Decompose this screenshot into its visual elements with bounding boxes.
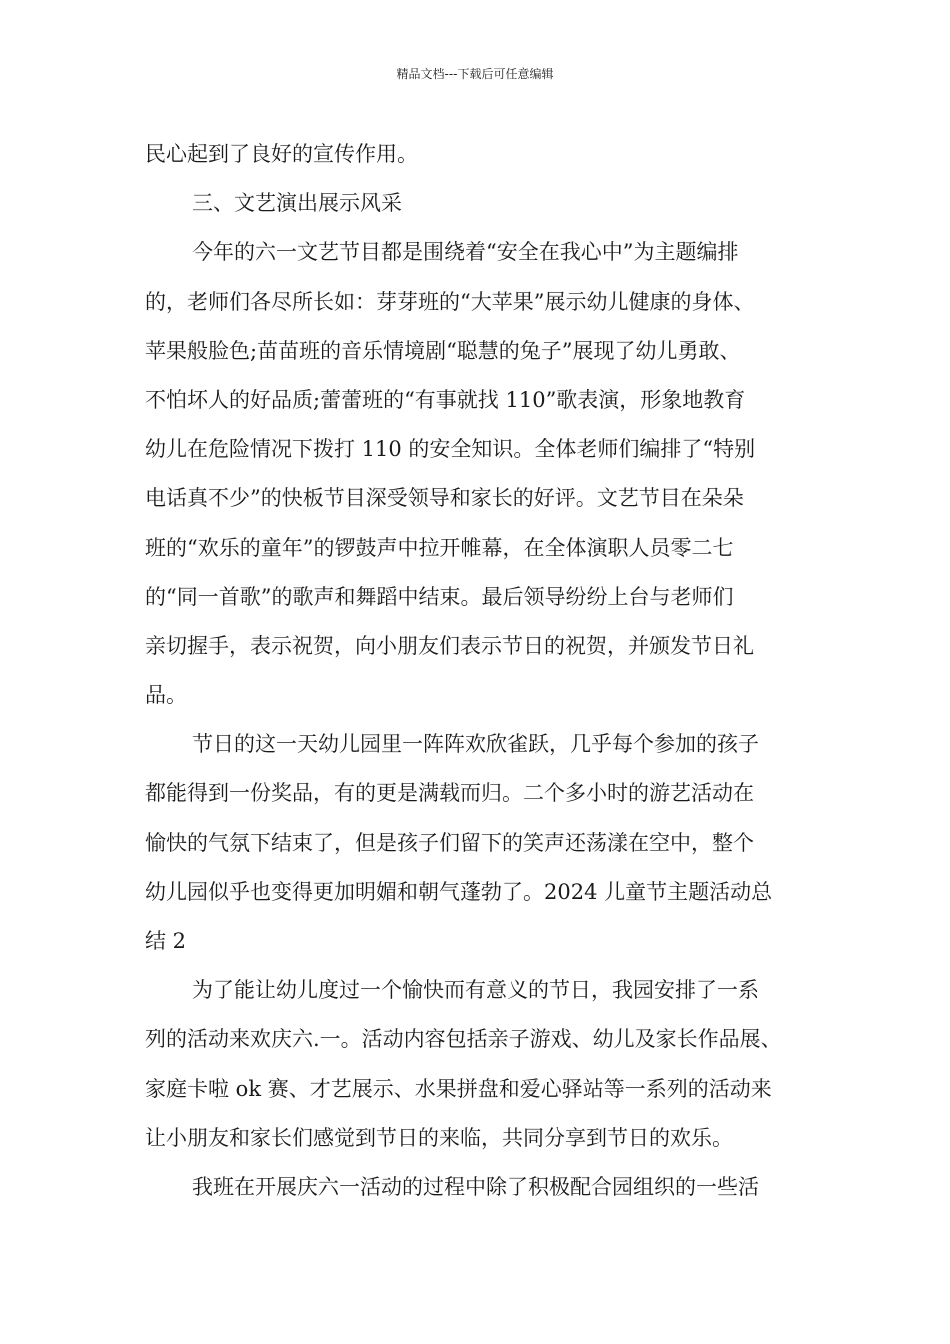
text-line: 幼儿在危险情况下拨打 110 的安全知识。全体老师们编排了“特别: [145, 437, 756, 462]
text-line: 不怕坏人的好品质;蕾蕾班的“有事就找 110”歌表演，形象地教育: [145, 387, 746, 412]
text-line: 我班在开展庆六一活动的过程中除了积极配合园组织的一些活: [192, 1174, 759, 1199]
text-line: 的，老师们各尽所长如：芽芽班的“大苹果”展示幼儿健康的身体、: [145, 289, 755, 314]
text-line: 苹果般脸色;苗苗班的音乐情境剧“聪慧的兔子”展现了幼儿勇敢、: [145, 338, 741, 363]
text-line: 品。: [145, 683, 187, 708]
text-line: 幼儿园似乎也变得更加明媚和朝气蓬勃了。2024 儿童节主题活动总: [145, 879, 773, 904]
text-line: 列的活动来欢庆六.一。活动内容包括亲子游戏、幼儿及家长作品展、: [145, 1027, 782, 1052]
text-line: 都能得到一份奖品，有的更是满载而归。二个多小时的游艺活动在: [145, 781, 754, 806]
text-line: 家庭卡啦 ok 赛、才艺展示、水果拼盘和爱心驿站等一系列的活动来: [145, 1076, 772, 1101]
text-line: 的“同一首歌”的歌声和舞蹈中结束。最后领导纷纷上台与老师们: [145, 584, 734, 609]
text-line: 电话真不少”的快板节目深受领导和家长的好评。文艺节目在朵朵: [145, 486, 744, 511]
text-line: 亲切握手，表示祝贺，向小朋友们表示节日的祝贺，并颁发节日礼: [145, 633, 754, 658]
text-line: 三、文艺演出展示风采: [192, 191, 402, 216]
text-line: 愉快的气氛下结束了，但是孩子们留下的笑声还荡漾在空中，整个: [145, 830, 754, 855]
page-header: 精品文档---下载后可任意编辑: [396, 67, 554, 81]
text-line: 今年的六一文艺节目都是围绕着“安全在我心中”为主题编排: [192, 240, 739, 265]
text-line: 为了能让幼儿度过一个愉快而有意义的节日，我园安排了一系: [192, 978, 759, 1003]
text-line: 节日的这一天幼儿园里一阵阵欢欣雀跃，几乎每个参加的孩子: [192, 732, 759, 757]
document-body: [145, 130, 815, 1212]
text-line: 民心起到了良好的宣传作用。: [145, 142, 418, 166]
text-line: 让小朋友和家长们感觉到节日的来临，共同分享到节日的欢乐。: [145, 1125, 733, 1150]
text-line: 班的“欢乐的童年”的锣鼓声中拉开帷幕，在全体演职人员零二七: [145, 535, 734, 560]
text-line: 结 2: [145, 929, 187, 953]
